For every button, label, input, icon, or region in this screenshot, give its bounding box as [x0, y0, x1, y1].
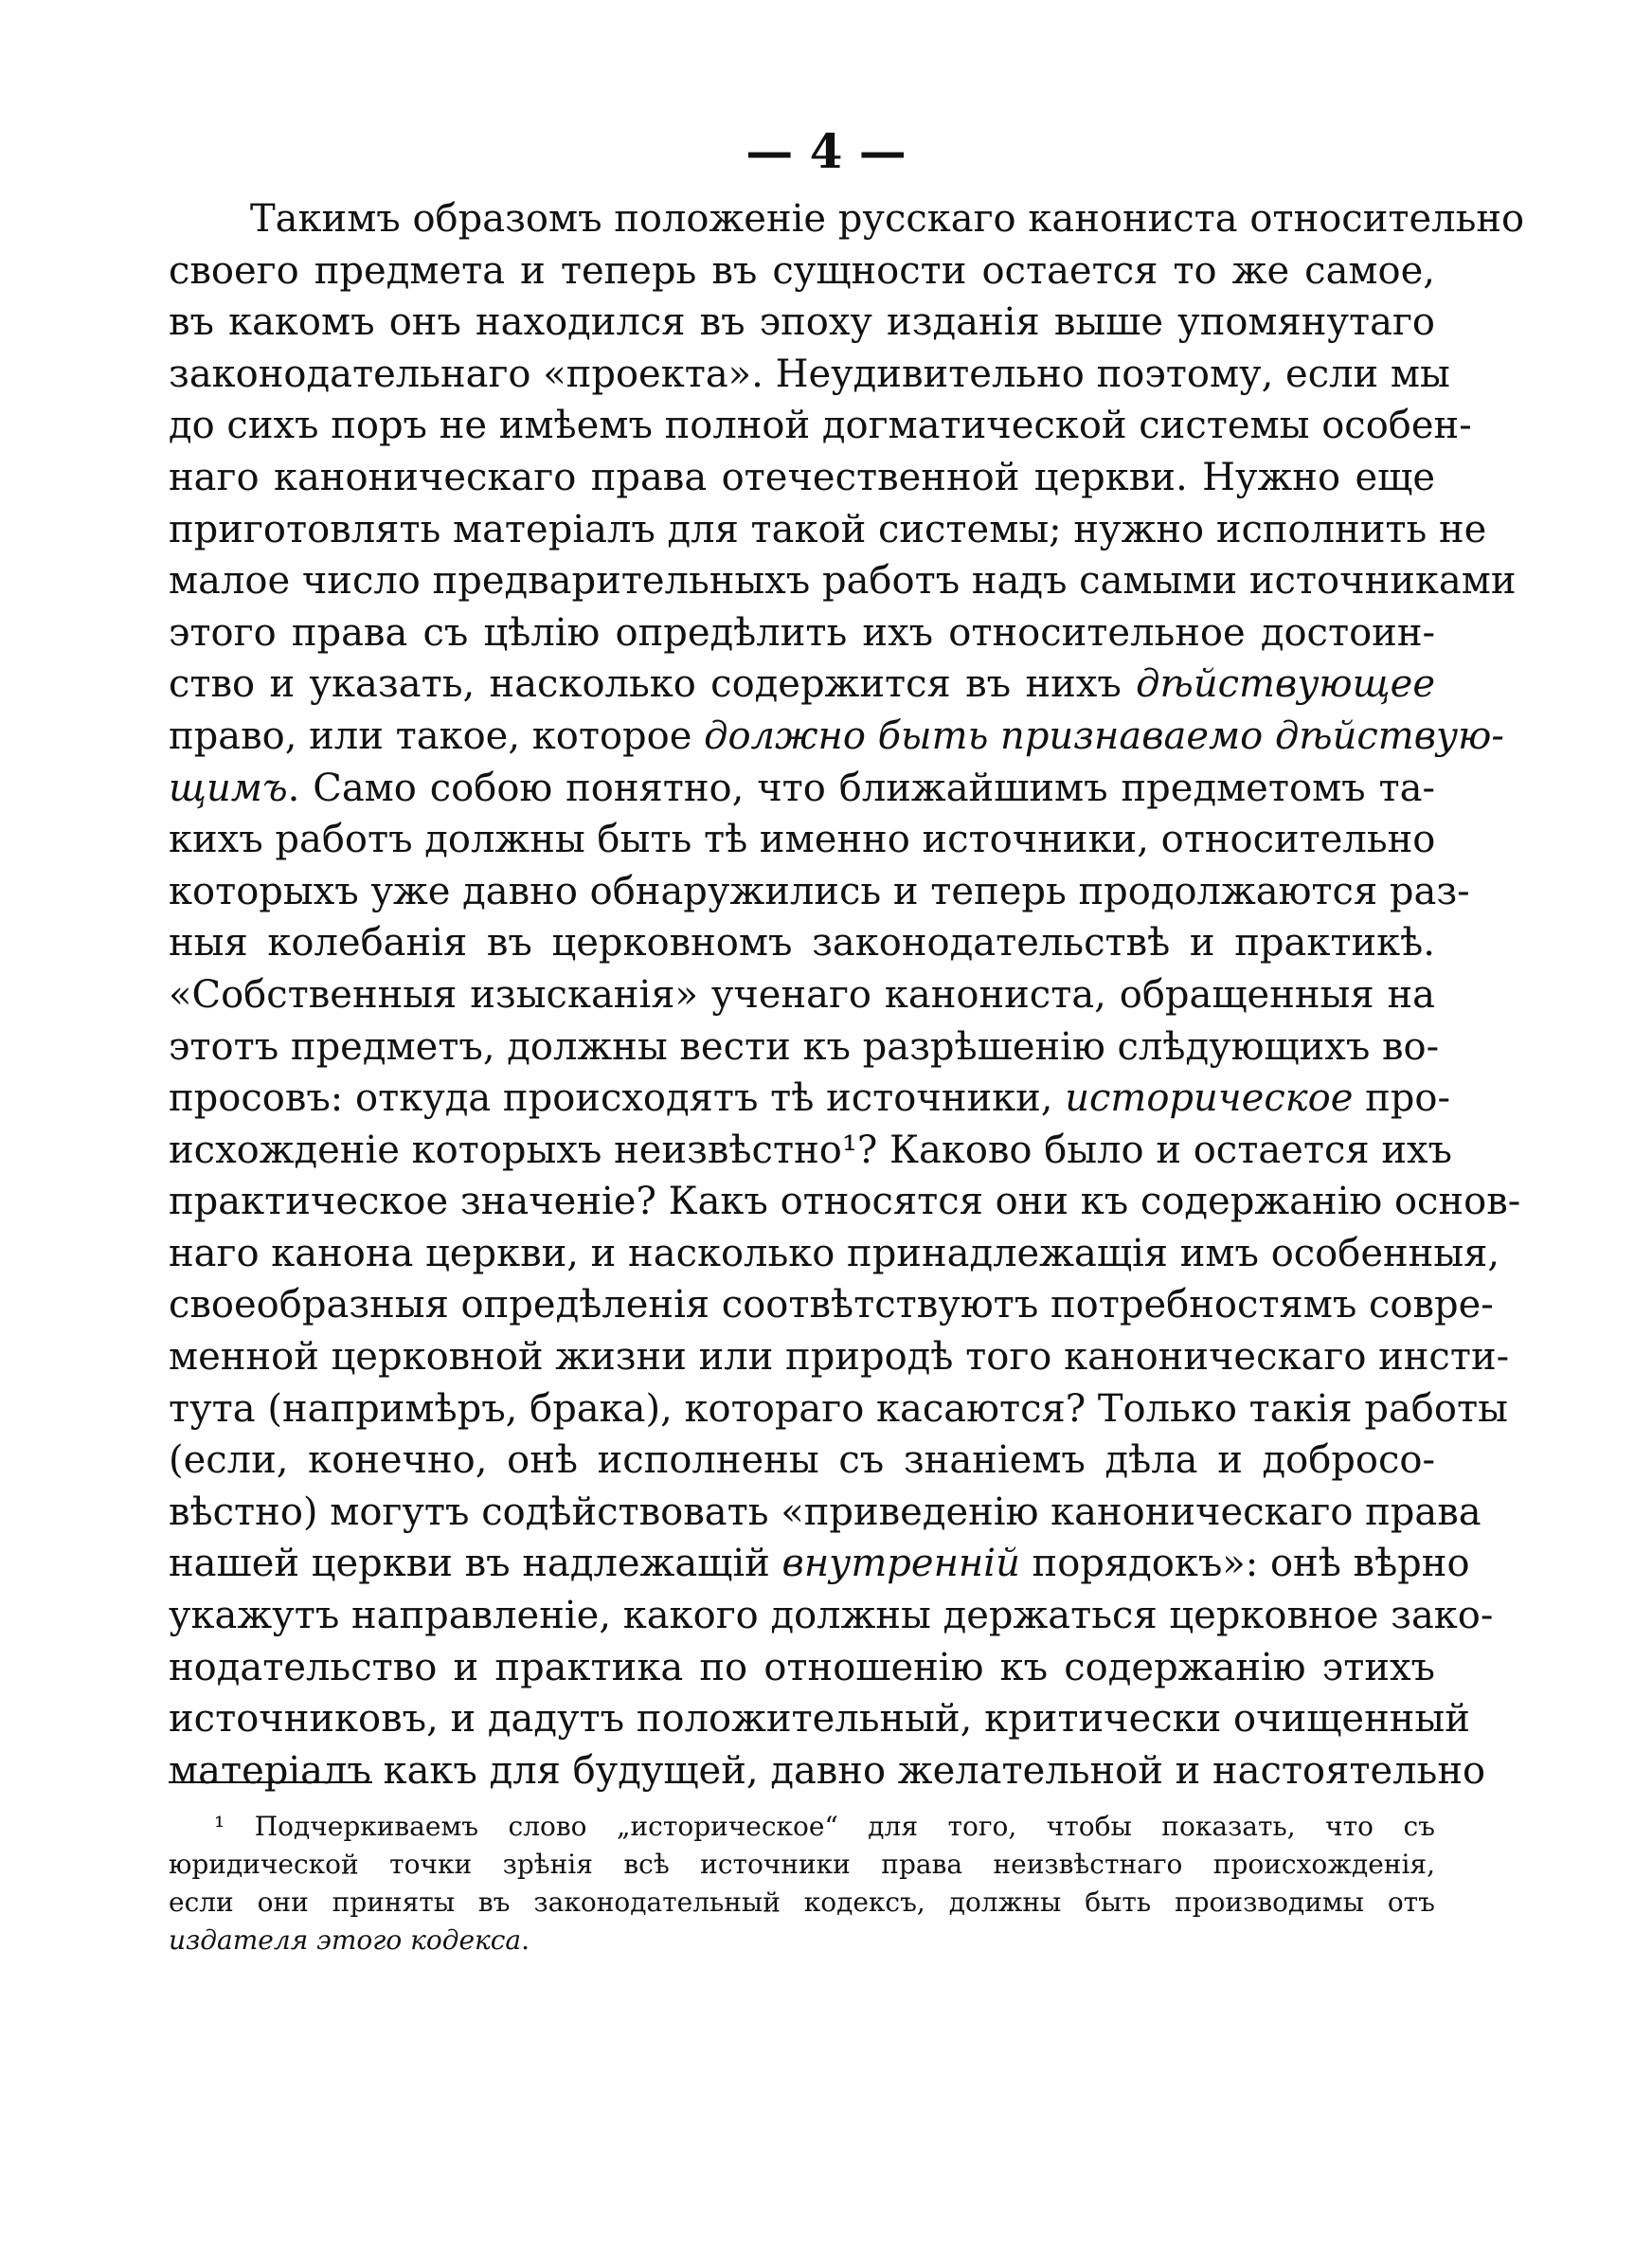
- text-line: своеобразныя опредѣленія соотвѣтствуютъ потребностямъ совре-: [169, 1283, 1494, 1327]
- text-line: въ какомъ онъ находился въ эпоху изданія выше упомянутаго: [169, 300, 1435, 345]
- footnote-line: ¹ Подчеркиваемъ слово „историческое“ для того, чтобы показать, что съ: [214, 1811, 1435, 1842]
- text-line: источниковъ, и дадутъ положительный, критически очищенный: [169, 1697, 1470, 1742]
- text-run: про-: [1353, 1076, 1450, 1121]
- footnote-line: [169, 1922, 1435, 1959]
- text-run: порядокъ»: онѣ вѣрно: [1019, 1542, 1470, 1586]
- text-line: этого права съ цѣлію опредѣлить ихъ относительное достоин-: [169, 610, 1435, 655]
- text-line: законодательнаго «проекта». Неудивительно поэтому, если мы: [169, 352, 1450, 396]
- text-line: [169, 711, 1504, 763]
- text-line: наго каноническаго права отечественной церкви. Нужно еще: [169, 455, 1435, 499]
- footnote: [169, 1808, 1435, 1959]
- italic-text: издателя этого кодекса: [169, 1924, 522, 1956]
- text-run: . Само собою понятно, что ближайшимъ предметомъ та-: [287, 766, 1435, 810]
- footnote-divider: [169, 1781, 372, 1783]
- text-line: [169, 763, 1435, 815]
- text-line: исхожденіе которыхъ неизвѣстно¹? Каково было и остается ихъ: [169, 1128, 1452, 1172]
- text-line: малое число предварительныхъ работъ надъ самыми источниками: [169, 559, 1517, 604]
- page-number: — 4 —: [745, 123, 907, 179]
- footnote-line: юридической точки зрѣнія всѣ источники права неизвѣстнаго происхожденія,: [169, 1849, 1435, 1880]
- text-line: до сихъ поръ не имѣемъ полной догматической системы особен-: [169, 404, 1472, 448]
- italic-text: щимъ: [169, 766, 288, 810]
- text-line: нодательство и практика по отношенію къ содержанію этихъ: [169, 1645, 1435, 1689]
- body-text: [169, 193, 1525, 1797]
- text-line: матеріалъ какъ для будущей, давно желательной и настоятельно: [169, 1748, 1486, 1793]
- text-run: нашей церкви въ надлежащій: [169, 1542, 782, 1586]
- text-line: [169, 1538, 1470, 1590]
- text-line: приготовлять матеріалъ для такой системы; нужно исполнить не: [169, 507, 1487, 551]
- text-line: своего предмета и теперь въ сущности остается то же самое,: [169, 248, 1435, 293]
- italic-text: историческое: [1065, 1076, 1354, 1121]
- text-line: Такимъ образомъ положеніе русскаго канониста относительно: [250, 197, 1525, 241]
- text-run: просовъ: откуда происходятъ тѣ источники,: [169, 1076, 1066, 1121]
- text-line: [169, 659, 1435, 711]
- text-line: которыхъ уже давно обнаружились и теперь продолжаются раз-: [169, 869, 1470, 913]
- italic-text: внутренній: [781, 1542, 1020, 1586]
- text-line: менной церковной жизни или природѣ того каноническаго инсти-: [169, 1335, 1510, 1380]
- text-line: [169, 1073, 1450, 1125]
- text-line: «Собственныя изысканія» ученаго канониста, обращенныя на: [169, 972, 1435, 1017]
- text-line: вѣстно) могутъ содѣйствовать «приведенію каноническаго права: [169, 1490, 1481, 1534]
- footnote-line: если они приняты въ законодательный кодексъ, должны быть производимы отъ: [169, 1887, 1435, 1918]
- italic-text: должно быть признаваемо дѣйствую-: [704, 713, 1504, 758]
- italic-text: дѣйствующее: [1136, 662, 1435, 707]
- text-line: наго канона церкви, и насколько принадлежащія имъ особенныя,: [169, 1231, 1500, 1275]
- text-line: укажутъ направленіе, какого должны держаться церковное зако-: [169, 1594, 1494, 1638]
- text-run: .: [521, 1924, 530, 1956]
- text-line: (если, конечно, онѣ исполнены съ знаніемъ дѣла и добросо-: [169, 1438, 1435, 1483]
- text-run: право, или такое, которое: [169, 713, 705, 758]
- text-line: этотъ предметъ, должны вести къ разрѣшенію слѣдующихъ во-: [169, 1024, 1440, 1069]
- text-line: практическое значеніе? Какъ относятся они къ содержанію основ-: [169, 1180, 1521, 1224]
- text-line: тута (напримѣръ, брака), котораго касаются? Только такія работы: [169, 1386, 1508, 1431]
- text-line: кихъ работъ должны быть тѣ именно источники, относительно: [169, 818, 1436, 862]
- text-run: ство и указать, насколько содержится въ нихъ: [169, 662, 1137, 707]
- text-line: ныя колебанія въ церковномъ законодательствѣ и практикѣ.: [169, 921, 1435, 966]
